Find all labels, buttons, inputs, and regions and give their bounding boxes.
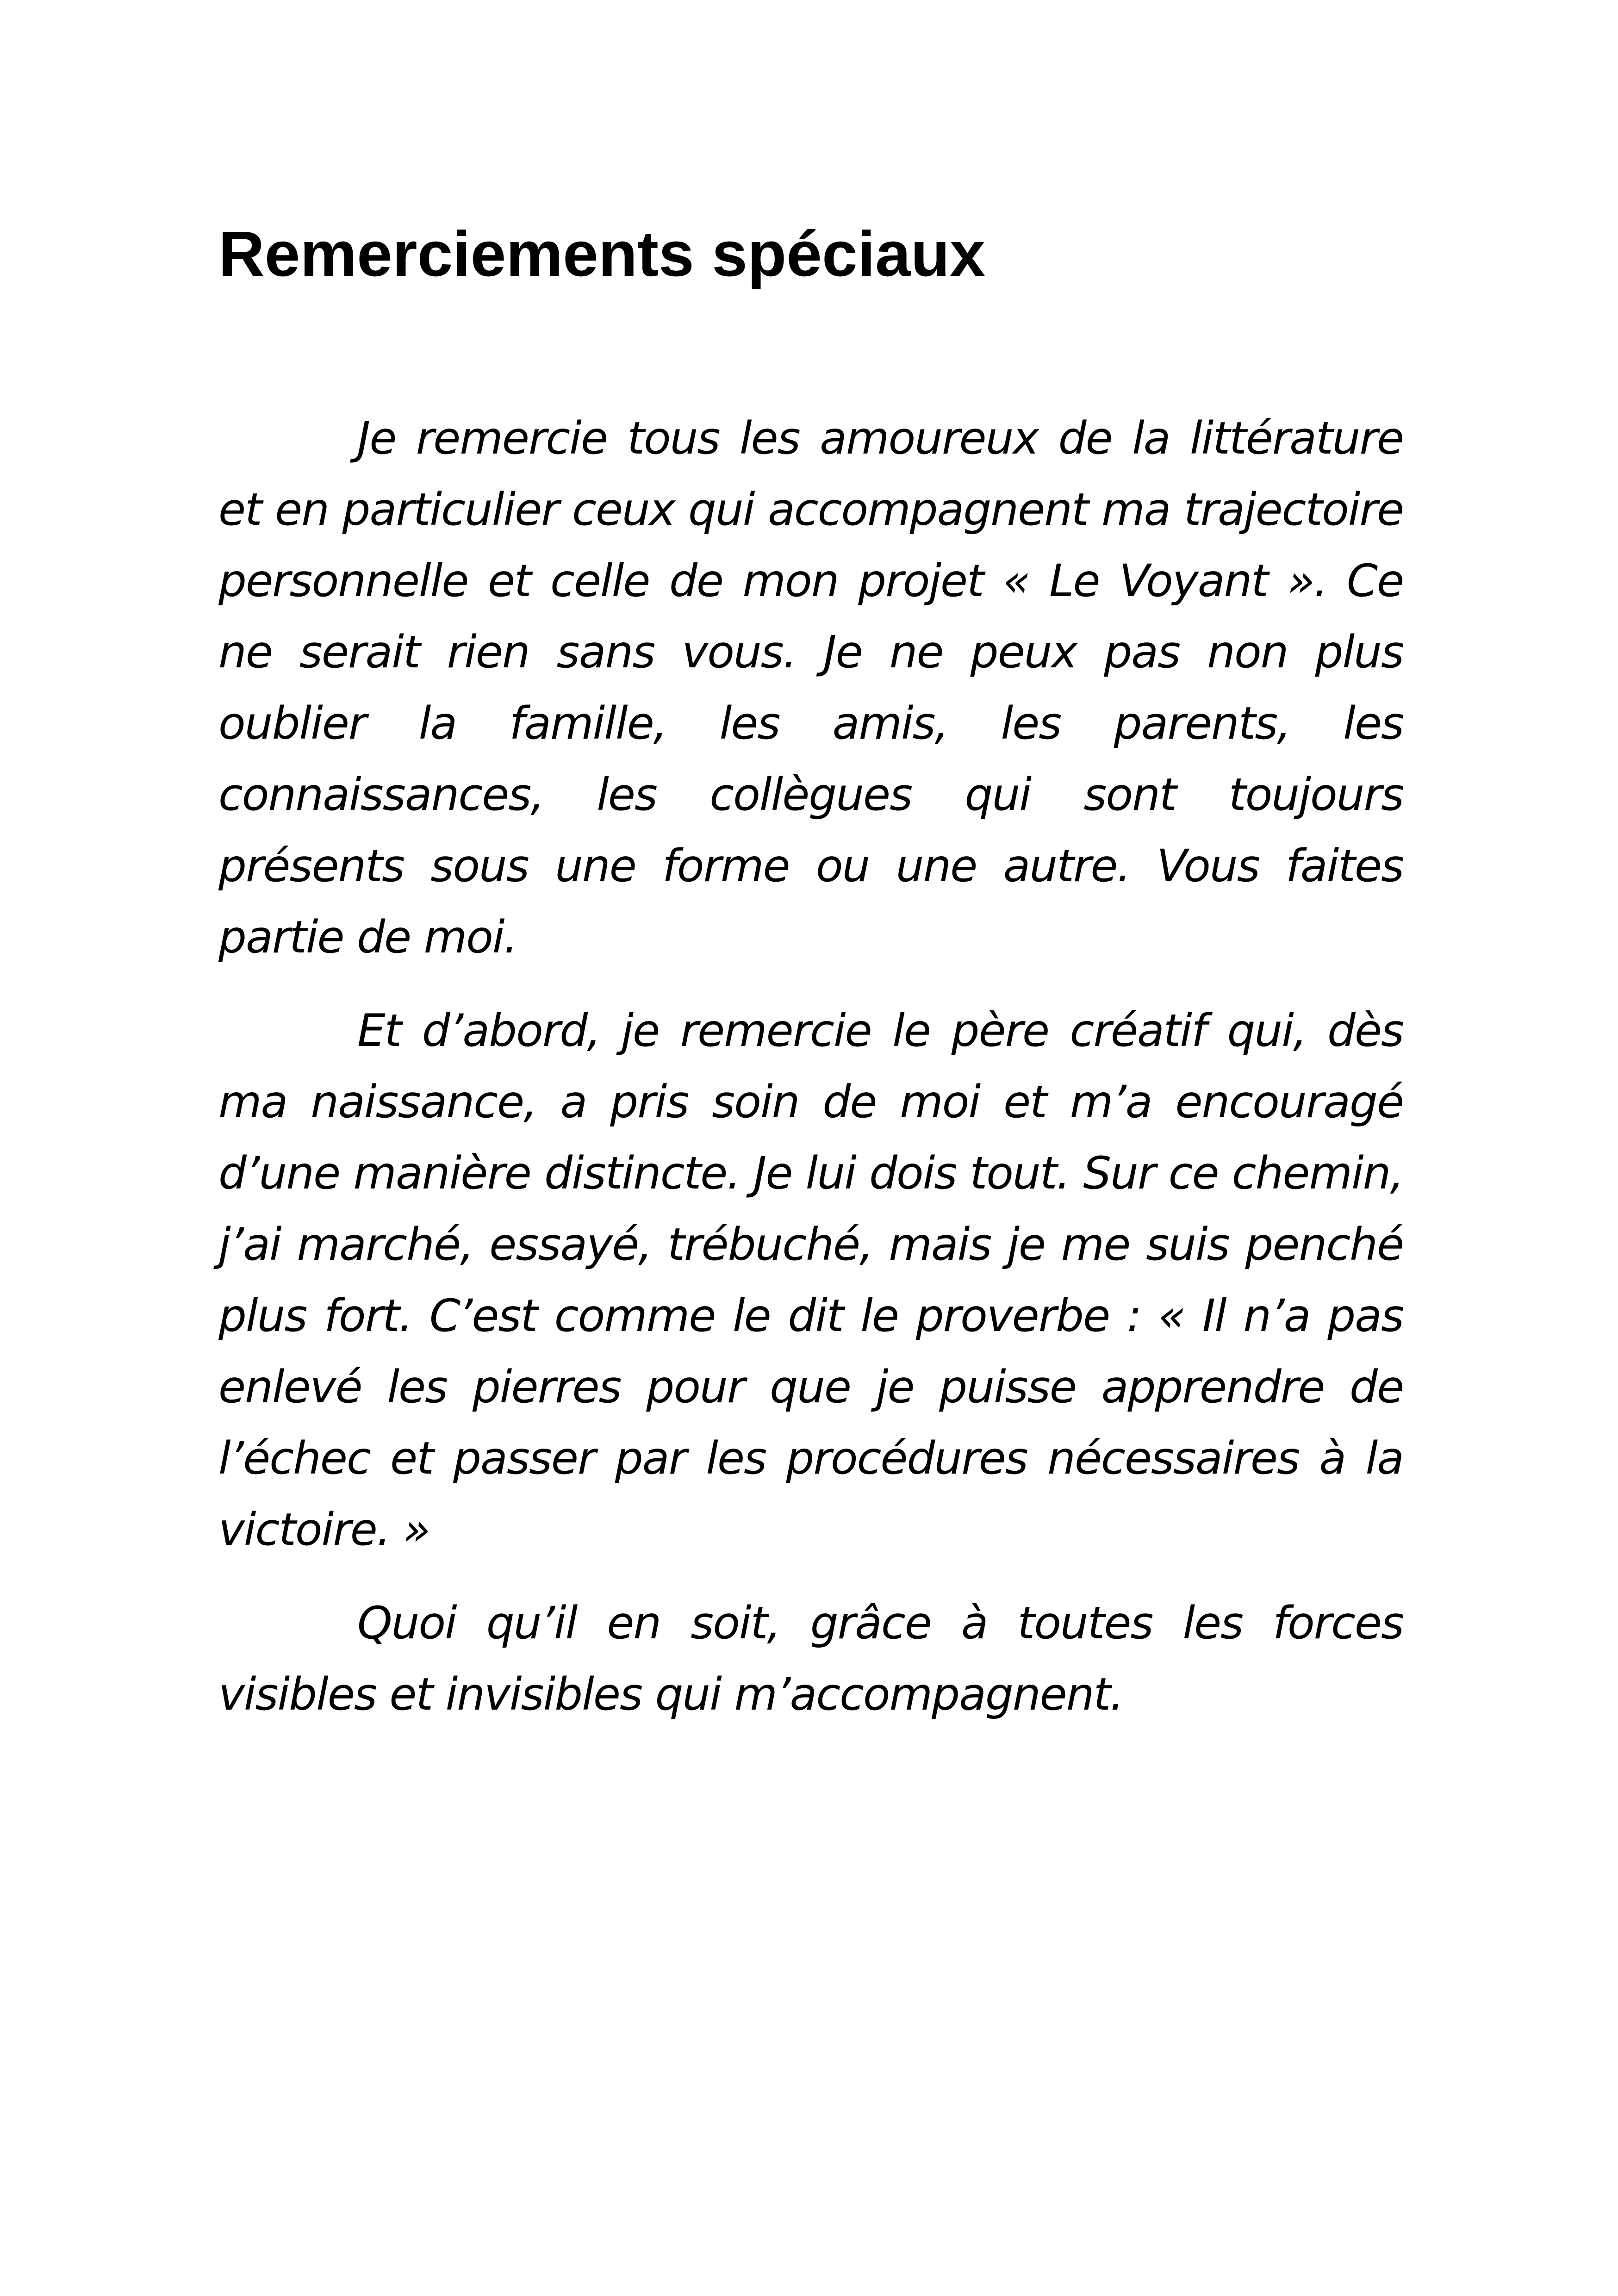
paragraph: Je remercie tous les amoureux de la littérature et en particulier ceux qui accompagnent ma trajectoire personnelle et celle de mon projet « Le Voyant ». Ce ne serait rien sans vous. Je ne peux pas non plus oublier la famille, les amis, les parents, les connaissances, les collègues qui sont toujours présents sous une forme ou une autre. Vous faites partie de moi. bbox=[218, 412, 1403, 963]
page-title: Remerciements spéciaux bbox=[218, 218, 985, 290]
paragraph: Quoi qu’il en soit, grâce à toutes les forces visibles et invisibles qui m’accompagnent. bbox=[218, 1597, 1403, 1720]
paragraph: Et d’abord, je remercie le père créatif qui, dès ma naissance, a pris soin de moi et m’a encouragé d’une manière distincte. Je lui dois tout. Sur ce chemin, j’ai marché, essayé, trébuché, mais je me suis penché plus fort. C’est comme le dit le proverbe : « Il n’a pas enlevé les pierres pour que je puisse apprendre de l’échec et passer par les procédures nécessaires à la victoire. » bbox=[218, 1005, 1403, 1556]
body-text bbox=[218, 403, 1403, 1752]
